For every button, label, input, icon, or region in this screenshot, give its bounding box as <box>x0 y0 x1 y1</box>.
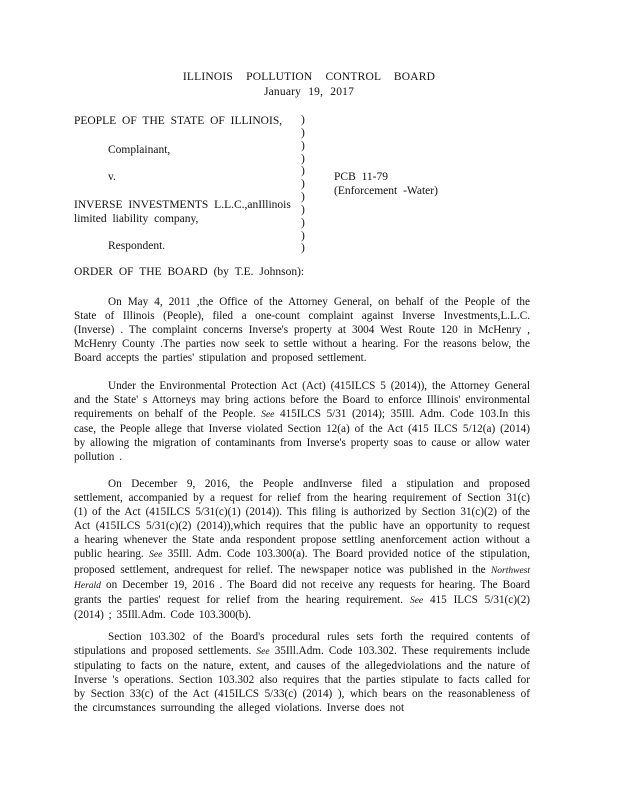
citation-signal: See <box>261 410 275 421</box>
paragraph-1 <box>74 295 530 365</box>
paragraph-text: Under the Environmental Protection Act (Act) (415ILCS 5 (2014)), the Attorney General and the State' s Attorneys may bring actions before the Board to enforce Illinois' environmental requirements on behalf of the People. <box>74 380 530 421</box>
case-number: PCB 11-79 <box>334 171 389 183</box>
caption-paren: ) <box>301 114 305 126</box>
citation-signal: See <box>409 595 424 606</box>
caption-paren: ) <box>301 178 305 191</box>
paragraph-text: On May 4, 2011 ,the Office of the Attorney General, on behalf of the People of the State of Illinois (People), filed a one-count complaint against Inverse Investments,L.L.C. (Inverse) . The complaint concerns Inverse's property at 3004 West Route 120 in McHenry , McHenry County .The parties now seek to settle without a hearing. For the reasons below, the Board accepts the parties' stipulation and proposed settlement. <box>74 296 530 365</box>
caption-respondent: Respondent. <box>108 240 166 252</box>
paragraph-text: 415ILCS 5/31 (2014); 35Ill. Adm. Code 103.In this case, the People allege that Inverse violated Section 12(a) of the Act (415 ILCS 5/12(a) (2014) by allowing the migration of contaminants from Inverse's property soas to cause or allow water pollution . <box>74 408 530 464</box>
caption-paren: ) <box>301 229 305 242</box>
caption-paren: ) <box>301 203 305 216</box>
order-heading: ORDER OF THE BOARD (by T.E. Johnson): <box>74 266 305 278</box>
paragraph-text: on December 19, 2016 . The Board did not receive any requests for hearing. The Board grants the parties' request for relief from the hearing requirement. <box>74 578 531 606</box>
caption-respondent-name-line1: INVERSE INVESTMENTS L.L.C.,anIllinois <box>74 199 291 211</box>
caption-paren: ) <box>301 126 305 139</box>
caption-complainant: Complainant, <box>108 144 171 156</box>
paragraph-text: On December 9, 2016, the People andInverse filed a stipulation and proposed settlement, accompanied by a request for relief from the hearing requirement of Section 31(c)(1) of the Act (415ILCS 5/31(c)(1) (2014)). This filing is authorized by Section 31(c)(2) of the Act (415ILCS 5/31(c)(2) (2014)),which requires that the public have an opportunity to request a hearing whenever the State anda respondent propose settling anenforcement action without a public hearing. <box>74 478 530 561</box>
order-date: January 19, 2017 <box>263 86 355 98</box>
case-type: (Enforcement -Water) <box>334 185 438 197</box>
caption-people: PEOPLE OF THE STATE OF ILLINOIS, <box>74 115 283 127</box>
paragraph-text: Section 103.302 of the Board's procedural rules sets forth the required contents of stipulations and proposed settlements. <box>74 631 530 658</box>
citation-signal: See <box>149 550 163 561</box>
board-name-heading: ILLINOIS POLLUTION CONTROL BOARD <box>182 71 436 83</box>
caption-versus: v. <box>108 171 116 183</box>
caption-paren: ) <box>301 216 305 229</box>
caption-paren: ) <box>301 139 305 152</box>
caption-paren: ) <box>301 191 305 204</box>
newspaper-name: Northwest Herald <box>74 565 531 591</box>
paragraph-text: 35Ill. Adm. Code 103.300(a). The Board provided notice of the stipulation, proposed settlement, andrequest for relief. The newspaper notice was published in the <box>74 548 531 576</box>
citation-signal: See <box>256 647 270 658</box>
paragraph-text: 415 ILCS 5/31(c)(2) (2014) ; 35Ill.Adm. Code 103.300(b). <box>74 593 531 621</box>
caption-parentheses <box>301 114 305 255</box>
paragraph-3 <box>74 477 530 622</box>
caption-paren: ) <box>301 152 305 165</box>
paragraph-text: 35Ill.Adm. Code 103.302. These requirements include stipulating to facts on the nature, extent, and causes of the allegedviolations and the nature of Inverse 's operations. Section 103.302 also requires that the parties stipulate to facts called for by Section 33(c) of the Act (415ILCS 5/33(c) (2014) ), which bears on the reasonableness of the circumstances surrounding the alleged violations. Inverse does not <box>74 645 530 715</box>
paragraph-2 <box>74 379 530 465</box>
caption-respondent-name-line2: limited liability company, <box>74 213 199 225</box>
caption-paren: ) <box>301 165 305 178</box>
caption-paren: ) <box>301 242 305 255</box>
paragraph-4 <box>74 630 530 716</box>
